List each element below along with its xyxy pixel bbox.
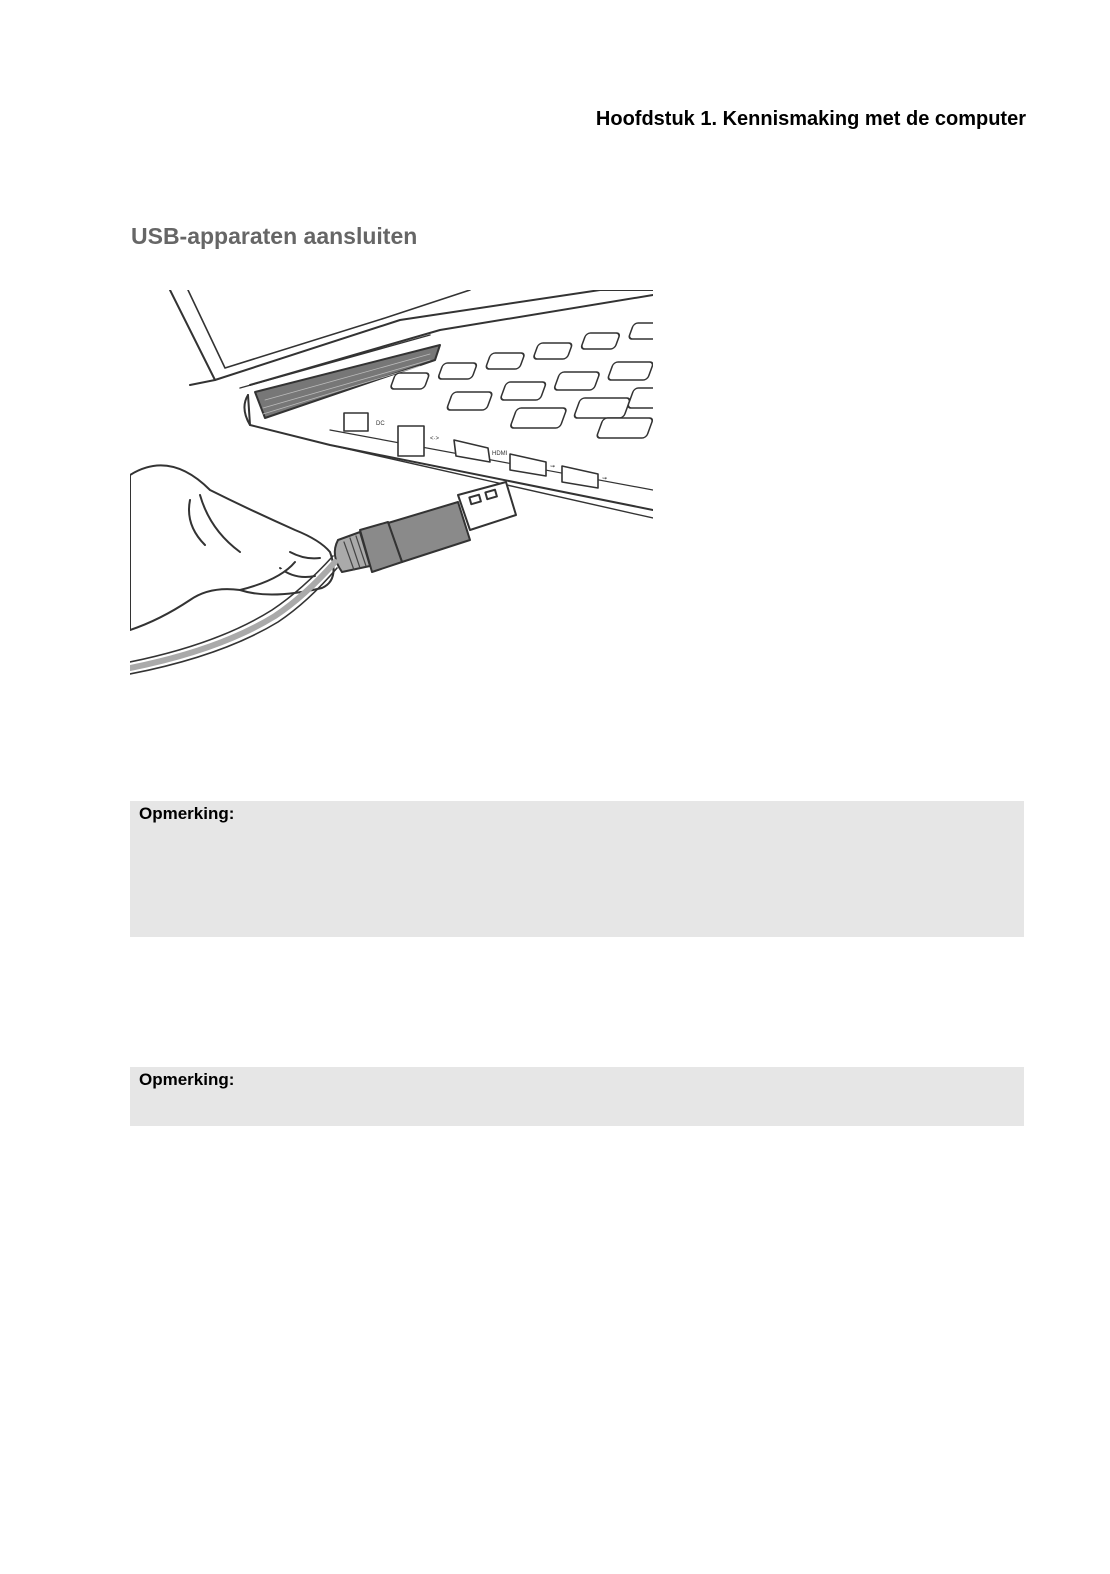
- svg-text:⇝: ⇝: [550, 464, 556, 470]
- note-label: Opmerking:: [139, 1070, 235, 1089]
- laptop-usb-illustration: [130, 290, 653, 676]
- section-title: USB-apparaten aansluiten: [131, 223, 418, 249]
- hand-icon: [130, 465, 334, 630]
- keyboard-icon: [390, 316, 653, 438]
- svg-text:HDMI: HDMI: [492, 451, 508, 457]
- svg-text:DC: DC: [376, 421, 385, 427]
- svg-text:⇝: ⇝: [602, 476, 608, 482]
- usb-plug-icon: [335, 482, 516, 572]
- svg-text:<·>: <·>: [430, 436, 440, 442]
- note-label: Opmerking:: [139, 804, 235, 823]
- chapter-header: Hoofdstuk 1. Kennismaking met de computer: [595, 108, 1026, 130]
- note-box-2: [130, 1067, 1024, 1126]
- note-box-1: [130, 801, 1024, 937]
